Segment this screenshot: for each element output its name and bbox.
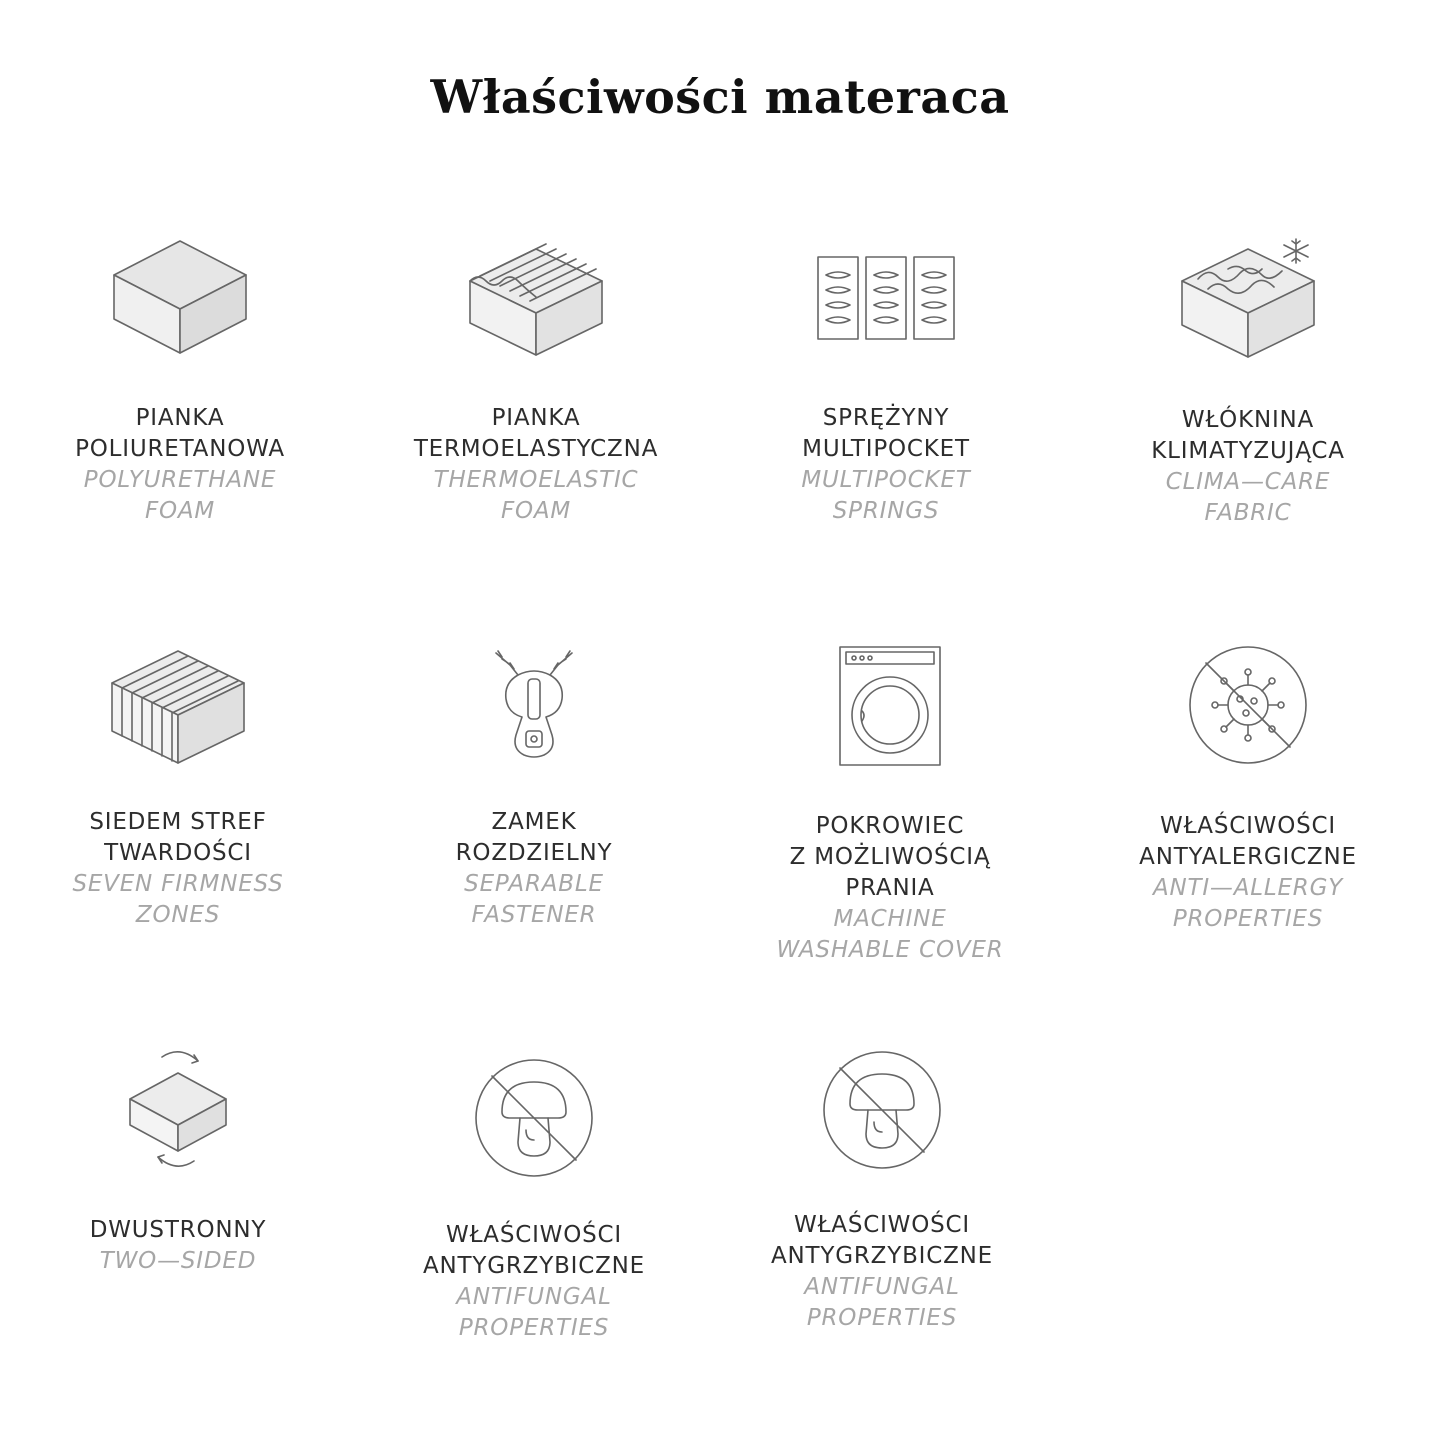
- feature-label-en: ZONES: [135, 902, 221, 928]
- feature-multipocket-springs: [726, 235, 1046, 524]
- feature-label-pl: ANTYGRZYBICZNE: [771, 1243, 993, 1269]
- feature-label-pl: WŁÓKNINA: [1181, 407, 1315, 433]
- feature-thermoelastic-foam: [376, 235, 696, 524]
- feature-label-en: PROPERTIES: [458, 1315, 610, 1341]
- antifungal-icon: [722, 1050, 1042, 1180]
- anti-allergy-icon: [1088, 645, 1408, 775]
- feature-label-en: FASTENER: [471, 902, 597, 928]
- feature-two-sided: [18, 1045, 338, 1274]
- feature-label-en: SPRINGS: [832, 498, 940, 524]
- feature-label-en: CLIMA—CARE: [1165, 469, 1331, 495]
- feature-label-en: FOAM: [144, 498, 216, 524]
- feature-label-en: WASHABLE COVER: [776, 937, 1004, 963]
- feature-label-pl: DWUSTRONNY: [89, 1217, 267, 1243]
- feature-label-en: FABRIC: [1204, 500, 1292, 526]
- feature-label-pl: PIANKA: [135, 405, 225, 431]
- feature-washable-cover: [730, 645, 1050, 963]
- zipper-icon: [374, 645, 694, 775]
- feature-label-en: POLYURETHANE: [83, 467, 277, 493]
- feature-label-pl: PIANKA: [491, 405, 581, 431]
- feature-clima-care-fabric: [1088, 235, 1408, 526]
- feature-label-pl: PRANIA: [845, 875, 935, 901]
- feature-label-pl: SIEDEM STREF: [89, 809, 267, 835]
- feature-label-en: PROPERTIES: [806, 1305, 958, 1331]
- feature-label-en: MULTIPOCKET: [801, 467, 971, 493]
- feature-anti-allergy: [1088, 645, 1408, 932]
- antifungal-icon: [374, 1058, 694, 1188]
- feature-label-pl: ANTYALERGICZNE: [1139, 844, 1357, 870]
- feature-label-pl: WŁAŚCIWOŚCI: [1160, 813, 1336, 839]
- feature-label-pl: POKROWIEC: [815, 813, 965, 839]
- feature-label-pl: Z MOŻLIWOŚCIĄ: [789, 844, 991, 870]
- feature-label-pl: TWARDOŚCI: [104, 840, 252, 866]
- feature-label-en: ANTIFUNGAL: [456, 1284, 612, 1310]
- feature-separable-fastener: [374, 645, 694, 928]
- feature-label-pl: ROZDZIELNY: [455, 840, 613, 866]
- clima-fabric-icon: [1088, 235, 1408, 365]
- feature-label-pl: WŁAŚCIWOŚCI: [794, 1212, 970, 1238]
- washing-machine-icon: [730, 645, 1050, 775]
- feature-label-en: THERMOELASTIC: [433, 467, 639, 493]
- wavy-foam-icon: [376, 235, 696, 365]
- feature-label-en: ANTIFUNGAL: [804, 1274, 960, 1300]
- feature-antifungal: [374, 1058, 694, 1341]
- firmness-zones-icon: [18, 645, 338, 775]
- feature-label-en: ANTI—ALLERGY: [1152, 875, 1344, 901]
- pocket-springs-icon: [726, 235, 1046, 365]
- feature-label-pl: KLIMATYZUJĄCA: [1151, 438, 1345, 464]
- feature-label-en: MACHINE: [833, 906, 947, 932]
- foam-block-icon: [20, 235, 340, 365]
- feature-label-pl: MULTIPOCKET: [802, 436, 970, 462]
- feature-label-en: FOAM: [500, 498, 572, 524]
- feature-label-pl: POLIURETANOWA: [75, 436, 285, 462]
- feature-label-pl: ANTYGRZYBICZNE: [423, 1253, 645, 1279]
- feature-label-pl: TERMOELASTYCZNA: [413, 436, 659, 462]
- feature-label-en: TWO—SIDED: [99, 1248, 257, 1274]
- feature-label-pl: SPRĘŻYNY: [822, 405, 950, 431]
- feature-label-pl: ZAMEK: [491, 809, 577, 835]
- page-title: Właściwości materaca: [430, 70, 1010, 124]
- feature-label-pl: WŁAŚCIWOŚCI: [446, 1222, 622, 1248]
- feature-antifungal-2: [722, 1050, 1042, 1331]
- feature-polyurethane-foam: [20, 235, 340, 524]
- feature-label-en: PROPERTIES: [1172, 906, 1324, 932]
- feature-seven-firmness-zones: [18, 645, 338, 928]
- feature-label-en: SEVEN FIRMNESS: [72, 871, 284, 897]
- two-sided-icon: [18, 1045, 338, 1175]
- feature-label-en: SEPARABLE: [464, 871, 604, 897]
